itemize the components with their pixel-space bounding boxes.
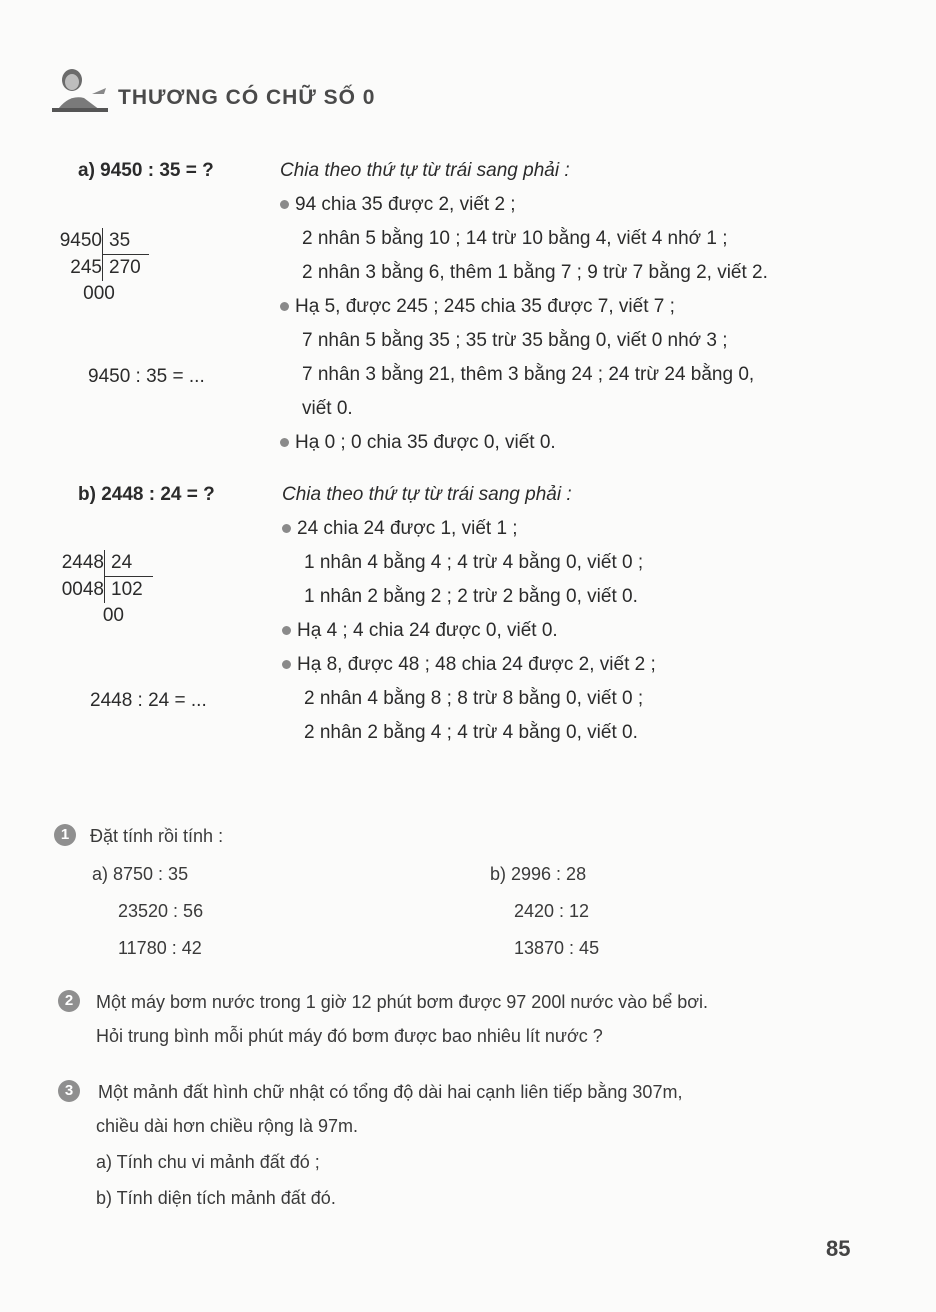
lesson-title: THƯƠNG CÓ CHỮ SỐ 0 <box>118 86 376 109</box>
divisor: 35 <box>102 228 149 255</box>
exercise-1-b-item: 2420 : 12 <box>514 901 590 921</box>
exercise-3-part-a: a) Tính chu vi mảnh đất đó ; <box>96 1152 320 1172</box>
bullet-icon <box>280 438 289 447</box>
step-text: 24 chia 24 được 1, viết 1 ; <box>297 518 518 539</box>
exercise-1-a-item: 23520 : 56 <box>118 901 204 921</box>
explanation-step <box>302 228 728 250</box>
step-text: Hạ 5, được 245 ; 245 chia 35 được 7, viết 7 ; <box>295 296 675 317</box>
exercise-3-text-line: Một mảnh đất hình chữ nhật có tổng độ dài hai cạnh liên tiếp bằng 307m, <box>98 1082 683 1102</box>
explanation-step <box>282 620 558 642</box>
step-text: 2 nhân 5 bằng 10 ; 14 trừ 10 bằng 4, viết 4 nhớ 1 ; <box>302 228 728 249</box>
bullet-icon <box>282 626 291 635</box>
step-text: 94 chia 35 được 2, viết 2 ; <box>295 194 516 215</box>
step-text: Hạ 8, được 48 ; 48 chia 24 được 2, viết 2 ; <box>297 654 656 675</box>
step-text: 1 nhân 4 bằng 4 ; 4 trừ 4 bằng 0, viết 0 ; <box>304 552 644 573</box>
exercise-1-a-item: a) 8750 : 35 <box>92 864 189 884</box>
page-number: 85 <box>826 1236 851 1261</box>
step-text: Hạ 0 ; 0 chia 35 được 0, viết 0. <box>295 432 556 453</box>
quotient: 102 <box>104 577 143 603</box>
dividend: 9450 <box>59 230 102 251</box>
explanation-step <box>304 688 643 710</box>
example-a-long-division <box>50 228 149 307</box>
example-b-intro: Chia theo thứ tự từ trái sang phải : <box>282 484 572 505</box>
example-b-result: 2448 : 24 = ... <box>90 690 207 711</box>
step-text: 1 nhân 2 bằng 2 ; 2 trừ 2 bằng 0, viết 0. <box>304 586 638 607</box>
quotient: 270 <box>102 255 141 281</box>
step-text: 2 nhân 3 bằng 6, thêm 1 bằng 7 ; 9 trừ 7 bằng 2, viết 2. <box>302 262 768 283</box>
bullet-icon <box>282 660 291 669</box>
remainder-final: 000 <box>83 283 115 304</box>
remainder-step: 0048 <box>61 579 104 600</box>
bullet-icon <box>282 524 291 533</box>
exercise-3-part-b: b) Tính diện tích mảnh đất đó. <box>96 1188 336 1208</box>
exercise-3-text-line: chiều dài hơn chiều rộng là 97m. <box>96 1116 358 1136</box>
explanation-step <box>282 518 518 540</box>
step-text: 2 nhân 2 bằng 4 ; 4 trừ 4 bằng 0, viết 0. <box>304 722 638 743</box>
step-text: 2 nhân 4 bằng 8 ; 8 trừ 8 bằng 0, viết 0 ; <box>304 688 644 709</box>
remainder-final: 00 <box>102 605 124 626</box>
explanation-step <box>302 364 754 386</box>
exercise-1-number-badge: 1 <box>54 824 76 846</box>
exercise-3-number-badge: 3 <box>58 1080 80 1102</box>
exercise-1-b-item: 13870 : 45 <box>514 938 600 958</box>
explanation-step <box>280 194 516 216</box>
explanation-step <box>302 398 353 420</box>
exercise-2-text-line: Hỏi trung bình mỗi phút máy đó bơm được bao nhiêu lít nước ? <box>96 1026 603 1046</box>
explanation-step <box>304 552 643 574</box>
step-text: 7 nhân 3 bằng 21, thêm 3 bằng 24 ; 24 trừ 24 bằng 0, <box>302 364 755 385</box>
explanation-step <box>304 722 638 744</box>
bullet-icon <box>280 200 289 209</box>
exercise-1-b-item: b) 2996 : 28 <box>490 864 587 884</box>
example-a-intro: Chia theo thứ tự từ trái sang phải : <box>280 160 570 181</box>
explanation-step <box>280 296 675 318</box>
remainder-step: 245 <box>70 257 102 278</box>
explanation-step <box>302 330 728 352</box>
example-b-long-division <box>52 550 153 629</box>
student-mascot-icon <box>48 64 112 114</box>
step-text: viết 0. <box>302 398 353 419</box>
dividend: 2448 <box>61 552 104 573</box>
exercise-1-a-item: 11780 : 42 <box>118 938 202 958</box>
explanation-step <box>280 432 556 454</box>
exercise-1-prompt: Đặt tính rồi tính : <box>90 826 224 846</box>
explanation-step <box>304 586 638 608</box>
explanation-step <box>302 262 768 284</box>
exercise-2-number-badge: 2 <box>58 990 80 1012</box>
step-text: Hạ 4 ; 4 chia 24 được 0, viết 0. <box>297 620 558 641</box>
step-text: 7 nhân 5 bằng 35 ; 35 trừ 35 bằng 0, viết 0 nhớ 3 ; <box>302 330 728 351</box>
example-b-question: b) 2448 : 24 = ? <box>78 484 215 505</box>
example-a-result: 9450 : 35 = ... <box>88 366 205 387</box>
exercise-2-text-line: Một máy bơm nước trong 1 giờ 12 phút bơm được 97 200l nước vào bể bơi. <box>96 992 709 1012</box>
lesson-header <box>48 64 375 114</box>
explanation-step <box>282 654 656 676</box>
divisor: 24 <box>104 550 153 577</box>
bullet-icon <box>280 302 289 311</box>
example-a-question: a) 9450 : 35 = ? <box>78 160 214 181</box>
